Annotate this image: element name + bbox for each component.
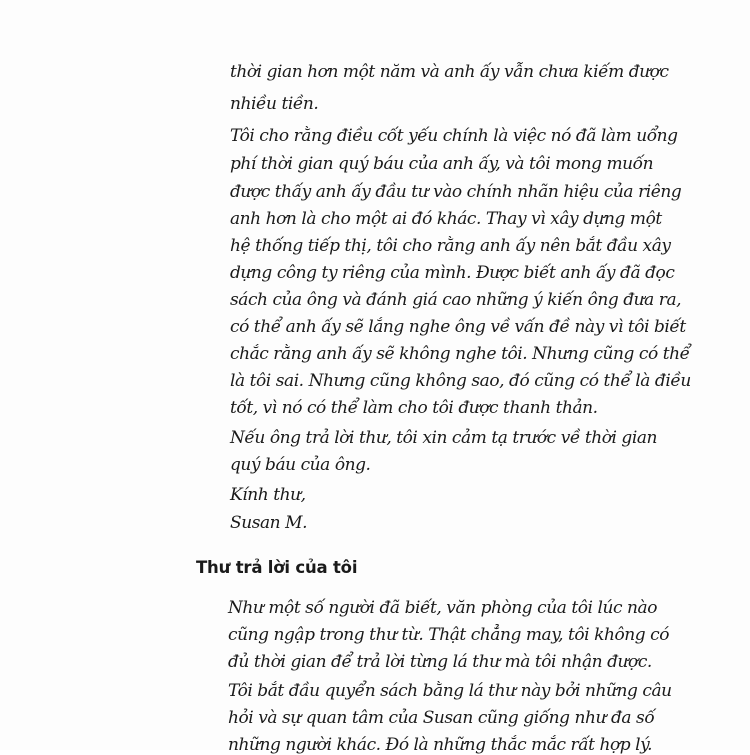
reply-line: đủ thời gian để trả lời từng lá thư mà tôi nhận được. <box>228 652 652 672</box>
letter-line: thời gian hơn một năm và anh ấy vẫn chưa kiếm được <box>230 62 669 82</box>
letter-signature: Susan M. <box>230 513 308 533</box>
letter-line: phí thời gian quý báu của anh ấy, và tôi mong muốn <box>230 154 654 174</box>
letter-line: sách của ông và đánh giá cao những ý kiến ông đưa ra, <box>230 290 682 310</box>
letter-line: là tôi sai. Nhưng cũng không sao, đó cũng có thể là điều <box>230 371 691 391</box>
letter-closing: Kính thư, <box>230 485 306 505</box>
reply-line: cũng ngập trong thư từ. Thật chẳng may, tôi không có <box>228 625 669 645</box>
letter-line: có thể anh ấy sẽ lắng nghe ông về vấn đề này vì tôi biết <box>230 317 686 337</box>
section-heading: Thư trả lời của tôi <box>196 558 358 577</box>
letter-line: Tôi cho rằng điều cốt yếu chính là việc nó đã làm uổng <box>230 126 678 146</box>
reply-line: hỏi và sự quan tâm của Susan cũng giống như đa số <box>228 708 655 728</box>
letter-line: nhiều tiền. <box>230 94 319 114</box>
letter-line: dựng công ty riêng của mình. Được biết anh ấy đã đọc <box>230 263 675 283</box>
letter-line: chắc rằng anh ấy sẽ không nghe tôi. Nhưng cũng có thể <box>230 344 690 364</box>
letter-line: tốt, vì nó có thể làm cho tôi được thanh thản. <box>230 398 598 418</box>
letter-line: hệ thống tiếp thị, tôi cho rằng anh ấy nên bắt đầu xây <box>230 236 671 256</box>
reply-line: Tôi bắt đầu quyển sách bằng lá thư này bởi những câu <box>228 681 672 701</box>
letter-line: anh hơn là cho một ai đó khác. Thay vì xây dựng một <box>230 209 662 229</box>
letter-line: được thấy anh ấy đầu tư vào chính nhãn hiệu của riêng <box>230 182 682 202</box>
letter-line: Nếu ông trả lời thư, tôi xin cảm tạ trước về thời gian <box>230 428 658 448</box>
reply-line: những người khác. Đó là những thắc mắc rất hợp lý. <box>228 735 653 755</box>
reply-line: Như một số người đã biết, văn phòng của tôi lúc nào <box>228 598 657 618</box>
letter-line: quý báu của ông. <box>230 455 371 475</box>
